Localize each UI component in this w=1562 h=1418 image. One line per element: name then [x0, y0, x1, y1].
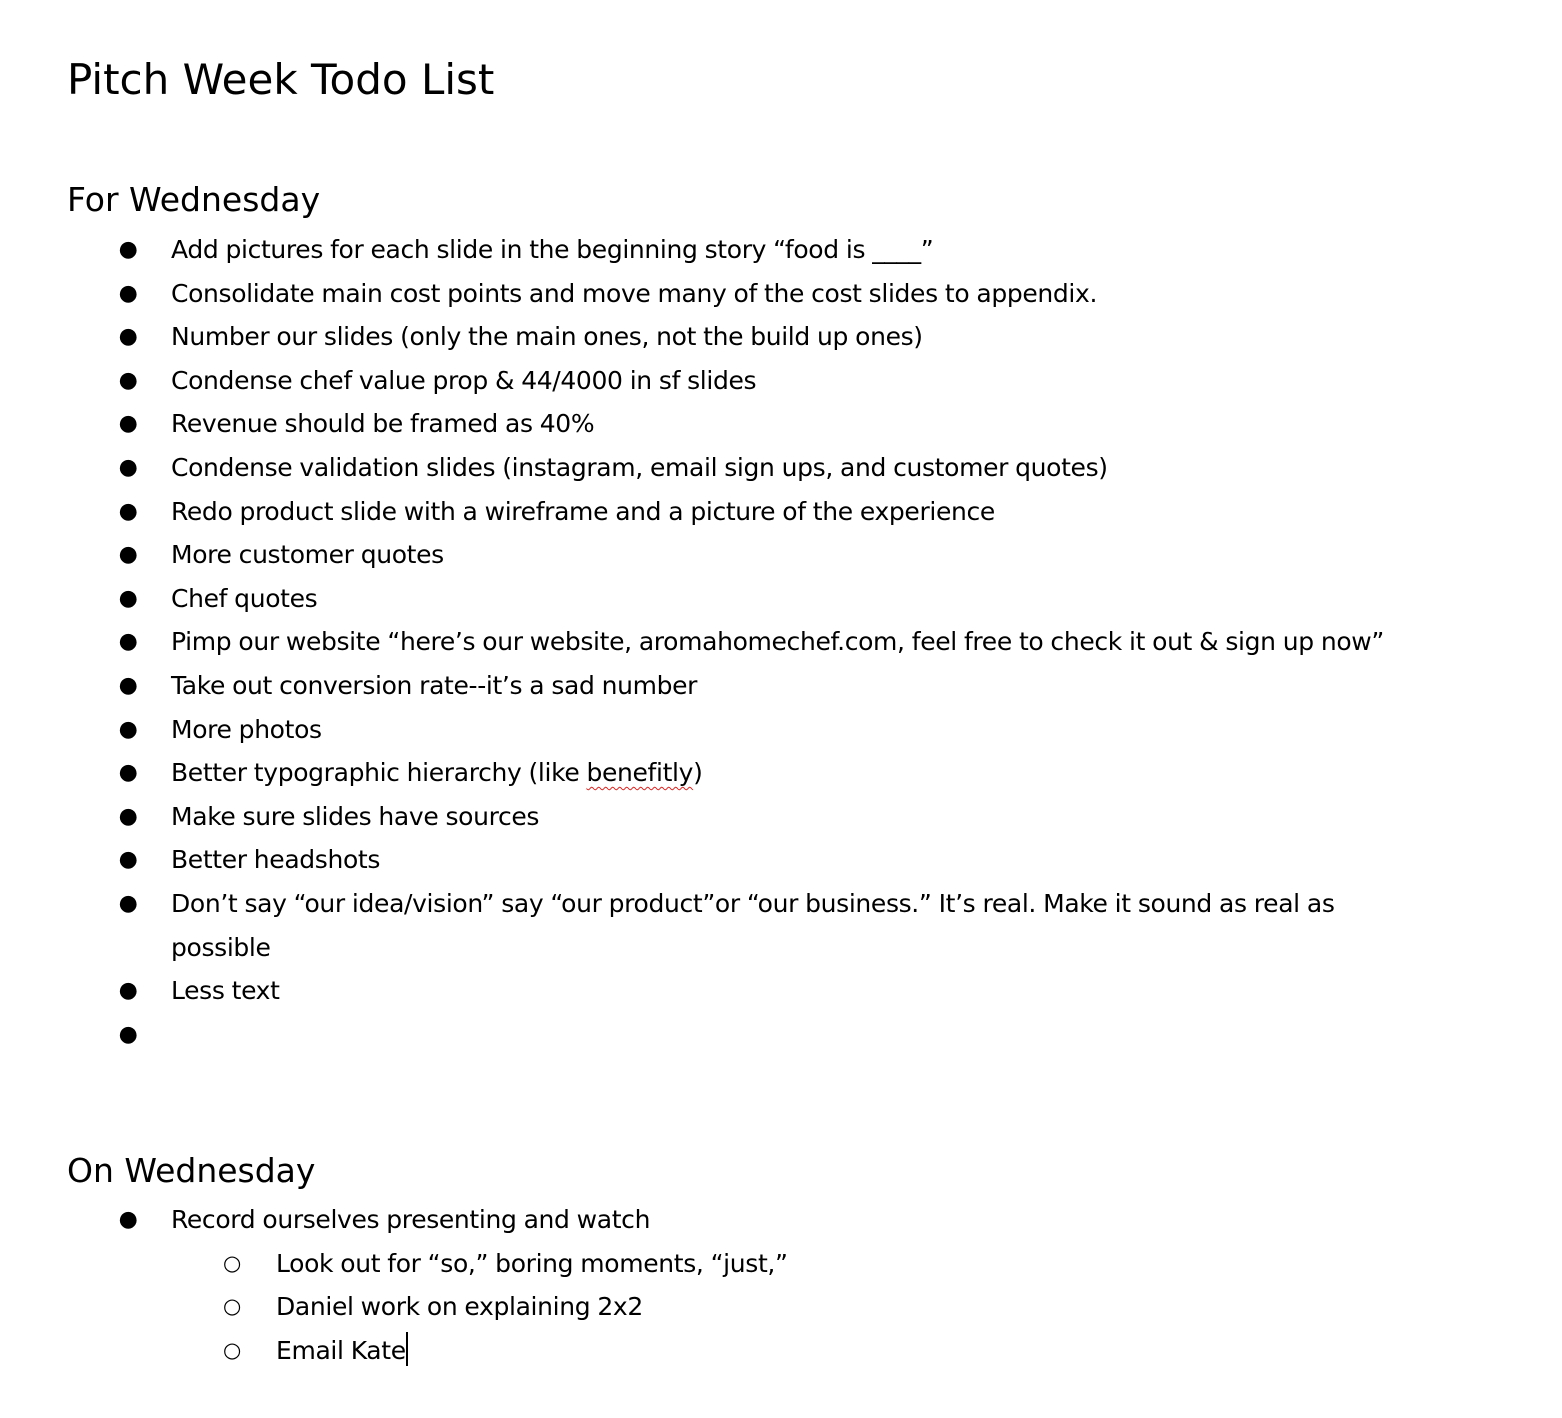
list-item[interactable]: [0, 969, 1480, 1013]
list-item[interactable]: [0, 882, 1436, 969]
list-item-text: Redo product slide with a wireframe and a picture of the experience: [171, 496, 995, 526]
on-wednesday-list: [0, 1198, 1480, 1372]
list-item[interactable]: [0, 359, 1480, 403]
sub-list-item[interactable]: [0, 1329, 1480, 1373]
sub-list-item-text: Email Kate: [276, 1335, 406, 1365]
list-item-text: More customer quotes: [171, 540, 444, 570]
bullet-icon: ●: [118, 629, 138, 655]
sub-list-item[interactable]: [0, 1285, 1480, 1329]
bullet-icon: ●: [118, 585, 138, 611]
list-item[interactable]: [0, 838, 1480, 882]
bullet-icon: ●: [118, 542, 138, 568]
bullet-icon: ●: [118, 760, 138, 786]
list-item-text: Don’t say “our idea/vision” say “our product”or “our business.” It’s real. Make it sound as real as possible: [171, 888, 1335, 962]
list-item-text: Condense chef value prop & 44/4000 in sf slides: [171, 365, 757, 395]
bullet-icon: ●: [118, 716, 138, 742]
section-heading-for-wednesday: For Wednesday: [67, 180, 321, 219]
section-heading-on-wednesday: On Wednesday: [67, 1151, 316, 1190]
bullet-icon: ●: [118, 498, 138, 524]
list-item-text: Add pictures for each slide in the beginning story “food is ____”: [171, 235, 934, 264]
sub-list-item-text: Look out for “so,” boring moments, “just,”: [276, 1248, 788, 1278]
list-item-text: Consolidate main cost points and move many of the cost slides to appendix.: [171, 278, 1098, 308]
list-item[interactable]: [0, 490, 1480, 534]
bullet-icon: ●: [118, 978, 138, 1004]
bullet-icon: ●: [118, 237, 138, 262]
list-item-text: Chef quotes: [171, 583, 318, 613]
for-wednesday-list: [0, 228, 1480, 1056]
list-item-text: Take out conversion rate--it’s a sad number: [171, 670, 698, 700]
list-item-text: Record ourselves presenting and watch: [171, 1205, 651, 1234]
empty-list-item[interactable]: [0, 1013, 1480, 1057]
list-item[interactable]: [0, 664, 1480, 708]
list-item-text: Number our slides (only the main ones, not the build up ones): [171, 322, 923, 352]
list-item[interactable]: [0, 751, 1480, 795]
list-item-text: Better headshots: [171, 845, 381, 875]
list-item-text: Pimp our website “here’s our website, aromahomechef.com, feel free to check it out & sign up now”: [171, 627, 1384, 657]
text-cursor: [406, 1332, 408, 1366]
list-item-text: Less text: [171, 976, 280, 1006]
list-item-text: Condense validation slides (instagram, email sign ups, and customer quotes): [171, 452, 1108, 482]
misspelled-word[interactable]: benefitly: [586, 758, 694, 788]
hollow-bullet-icon: ○: [223, 1250, 241, 1275]
list-item[interactable]: [0, 708, 1480, 752]
bullet-icon: ●: [118, 803, 138, 829]
list-item-text: Better typographic hierarchy (like: [171, 758, 587, 788]
bullet-icon: ●: [118, 324, 138, 350]
list-item[interactable]: [0, 577, 1480, 621]
hollow-bullet-icon: ○: [223, 1337, 241, 1362]
bullet-icon: ●: [118, 454, 138, 480]
list-item[interactable]: [0, 795, 1480, 839]
list-item[interactable]: [0, 533, 1480, 577]
sub-list-item[interactable]: [0, 1242, 1480, 1286]
bullet-icon: ●: [118, 280, 138, 306]
bullet-icon: ●: [118, 672, 138, 698]
list-item[interactable]: [0, 228, 1480, 272]
sub-list-item-text: Daniel work on explaining 2x2: [276, 1292, 643, 1322]
bullet-icon: ●: [118, 1021, 138, 1047]
list-item-group: [0, 1198, 1480, 1372]
list-item-text: Revenue should be framed as 40%: [171, 409, 595, 439]
list-item-text: Make sure slides have sources: [171, 801, 540, 831]
sub-list: [0, 1242, 1480, 1373]
list-item[interactable]: [0, 315, 1480, 359]
bullet-icon: ●: [118, 411, 138, 437]
bullet-icon: ●: [118, 847, 138, 873]
document-title: Pitch Week Todo List: [67, 55, 495, 104]
list-item[interactable]: [0, 1198, 1480, 1242]
list-item[interactable]: [0, 272, 1480, 316]
list-item-text: More photos: [171, 714, 322, 744]
bullet-icon: ●: [118, 367, 138, 393]
list-item[interactable]: [0, 620, 1436, 664]
list-item[interactable]: [0, 446, 1480, 490]
hollow-bullet-icon: ○: [223, 1294, 241, 1319]
list-item[interactable]: [0, 402, 1480, 446]
list-item-text-end: ): [693, 758, 703, 788]
bullet-icon: ●: [118, 1207, 138, 1232]
bullet-icon: ●: [118, 890, 138, 916]
